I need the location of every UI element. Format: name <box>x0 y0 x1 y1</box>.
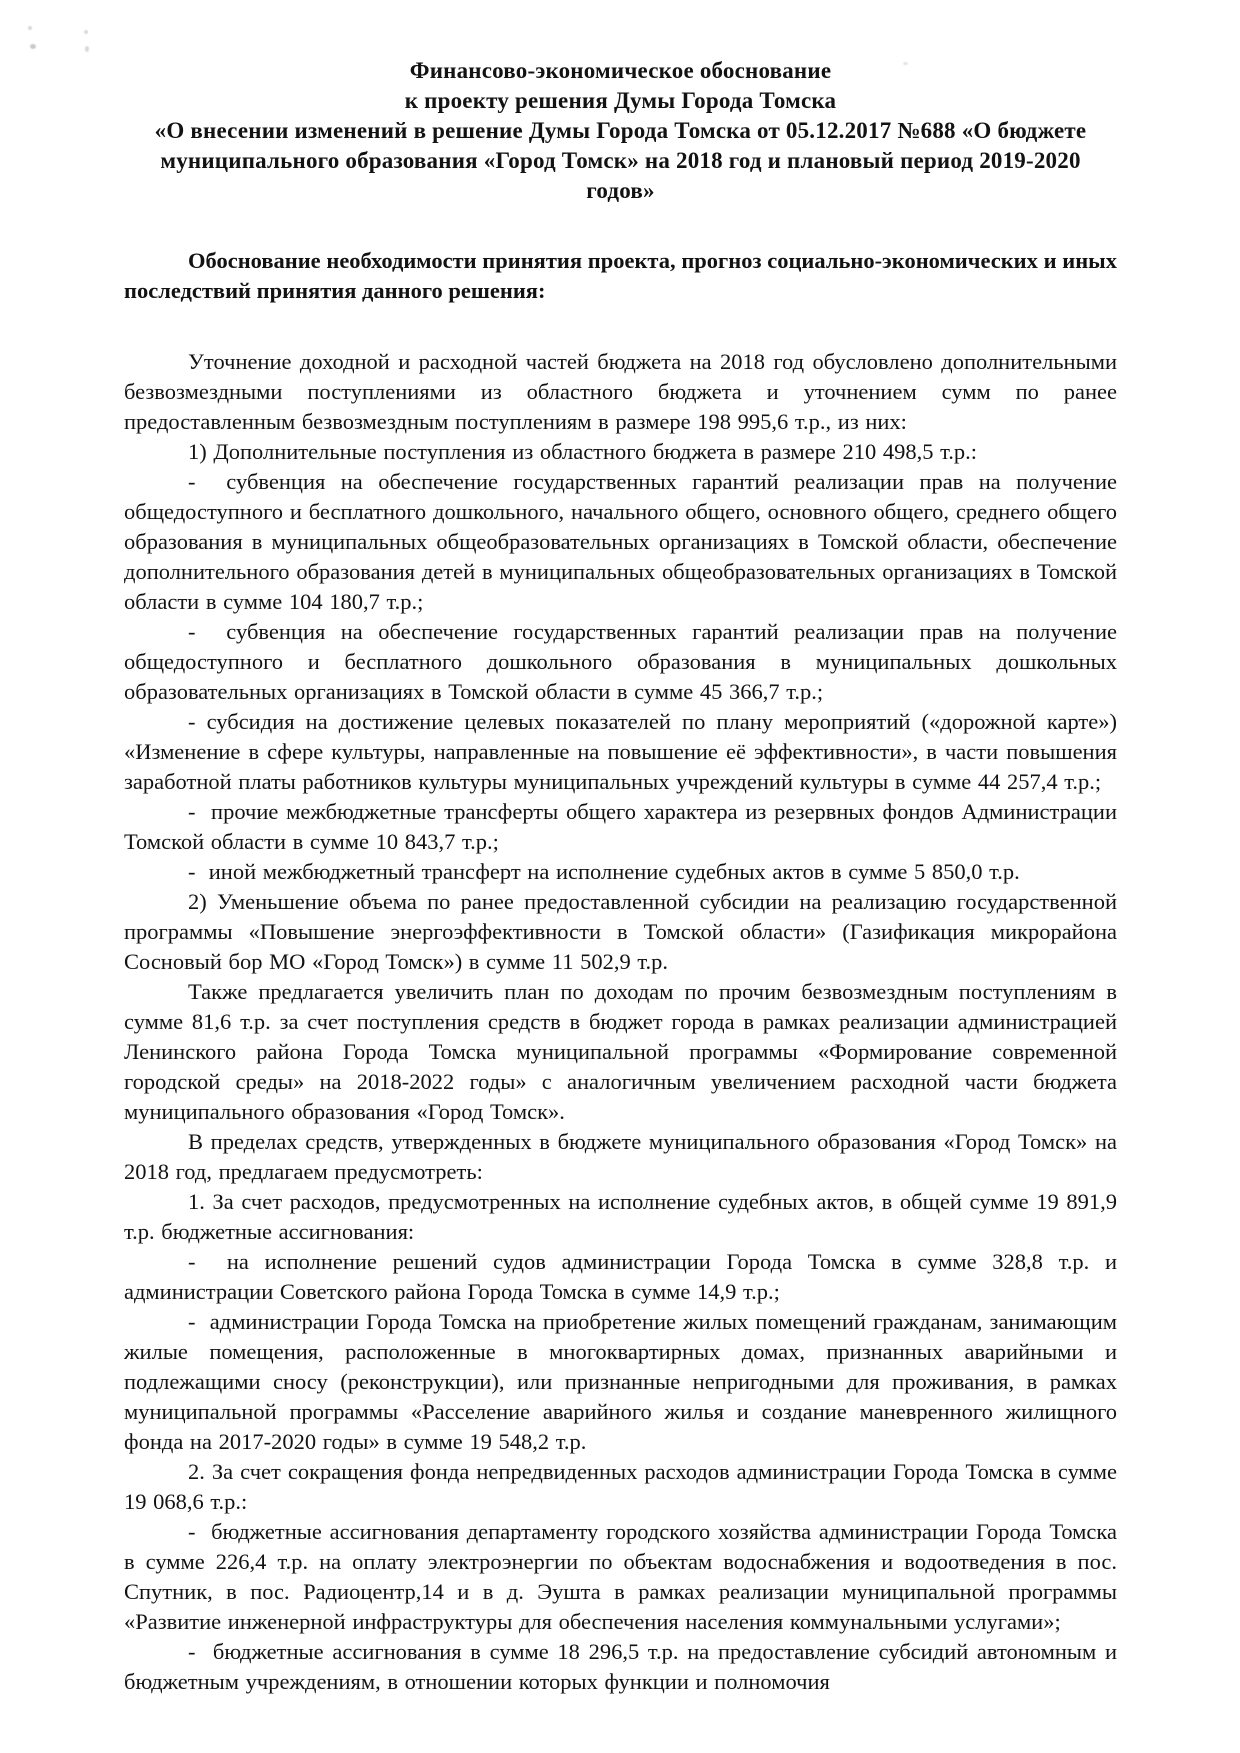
paragraph-item-2: 2) Уменьшение объема по ранее предоставленной субсидии на реализацию государственной программы «Повышение энергоэффективности в Томской области» (Газификация микрорайона Сосновый бор МО «Город Томск») в сумме 11 502,9 т.р. <box>124 889 1117 974</box>
paragraph-within-funds: В пределах средств, утвержденных в бюджете муниципального образования «Город Томск» на 2018 год, предлагаем предусмотреть: <box>124 1129 1117 1184</box>
paragraph-subvention-education: - субвенция на обеспечение государственных гарантий реализации прав на получение общедоступного и бесплатного дошкольного, начального общего, основного общего, среднего общего образования в муниципальных общеобразовательных организациях в Томской области, обеспечение дополнительного образования детей в муниципальных общеобразовательных организациях в Томской области в сумме 104 180,7 т.р.; <box>124 469 1117 614</box>
title-line-1: Финансово-экономическое обоснование <box>409 58 832 83</box>
scan-artifact <box>30 44 36 49</box>
title-line-2: к проекту решения Думы Города Томска <box>404 88 837 113</box>
paragraph-subsidies-institutions: - бюджетные ассигнования в сумме 18 296,5 т.р. на предоставление субсидий автономным и бюджетным учреждениям, в отношении которых функции и полномочия <box>124 1639 1117 1694</box>
paragraph-income-increase: Также предлагается увеличить план по доходам по прочим безвозмездным поступлениям в сумме 81,6 т.р. за счет поступления средств в бюджет города в рамках реализации администрацией Ленинского района Города Томска муниципальной программы «Формирование современной городской среды» на 2018-2022 годы» с аналогичным увеличением расходной части бюджета муниципального образования «Город Томск». <box>124 979 1117 1124</box>
scan-artifact <box>28 26 32 30</box>
paragraph-court-decisions: - на исполнение решений судов администрации Города Томска в сумме 328,8 т.р. и администрации Советского района Города Томска в сумме 14,9 т.р.; <box>124 1249 1117 1304</box>
paragraph-transfer-judicial: - иной межбюджетный трансферт на исполнение судебных актов в сумме 5 850,0 т.р. <box>188 859 1020 884</box>
paragraph-intro: Уточнение доходной и расходной частей бюджета на 2018 год обусловлено дополнительными безвозмездными поступлениями из областного бюджета и уточнением сумм по ранее предоставленным безвозмездным поступлениям в размере 198 995,6 т.р., из них: <box>124 349 1117 434</box>
document-title <box>124 56 1117 206</box>
scan-artifact <box>903 62 908 65</box>
scan-artifact <box>84 30 88 34</box>
paragraph-point-2: 2. За счет сокращения фонда непредвиденных расходов администрации Города Томска в сумме 19 068,6 т.р.: <box>124 1459 1117 1514</box>
paragraph-subvention-preschool: - субвенция на обеспечение государственных гарантий реализации прав на получение общедоступного и бесплатного дошкольного образования в муниципальных дошкольных образовательных организациях в Томской области в сумме 45 366,7 т.р.; <box>124 619 1117 704</box>
paragraph-transfers-reserve: - прочие межбюджетные трансферты общего характера из резервных фондов Администрации Томской области в сумме 10 843,7 т.р.; <box>124 799 1117 854</box>
paragraph-subsidy-culture: - субсидия на достижение целевых показателей по плану мероприятий («дорожной карте») «Изменение в сфере культуры, направленные на повышение её эффективности», в части повышения заработной платы работников культуры муниципальных учреждений культуры в сумме 44 257,4 т.р.; <box>124 709 1117 794</box>
document-body <box>124 347 1117 1697</box>
section-heading: Обоснование необходимости принятия проекта, прогноз социально-экономических и иных последствий принятия данного решения: <box>124 248 1117 303</box>
title-line-3: «О внесении изменений в решение Думы Города Томска от 05.12.2017 №688 «О бюджете муниципального образования «Город Томск» на 2018 год и плановый период 2019-2020 годов» <box>154 118 1087 203</box>
paragraph-item-1: 1) Дополнительные поступления из областного бюджета в размере 210 498,5 т.р.: <box>188 439 978 464</box>
paragraph-electricity: - бюджетные ассигнования департаменту городского хозяйства администрации Города Томска в сумме 226,4 т.р. на оплату электроэнергии по объектам водоснабжения и водоотведения в пос. Спутник, в пос. Радиоцентр,14 и в д. Эушта в рамках реализации муниципальной программы «Развитие инженерной инфраструктуры для обеспечения населения коммунальными услугами»; <box>124 1519 1117 1634</box>
scan-artifact <box>85 46 89 52</box>
paragraph-point-1: 1. За счет расходов, предусмотренных на исполнение судебных актов, в общей сумме 19 891,9 т.р. бюджетные ассигнования: <box>124 1189 1117 1244</box>
paragraph-housing: - администрации Города Томска на приобретение жилых помещений гражданам, занимающим жилые помещения, расположенные в многоквартирных домах, признанных аварийными и подлежащими сносу (реконструкции), или признанные непригодными для проживания, в рамках муниципальной программы «Расселение аварийного жилья и создание маневренного жилищного фонда на 2017-2020 годы» в сумме 19 548,2 т.р. <box>124 1309 1117 1454</box>
